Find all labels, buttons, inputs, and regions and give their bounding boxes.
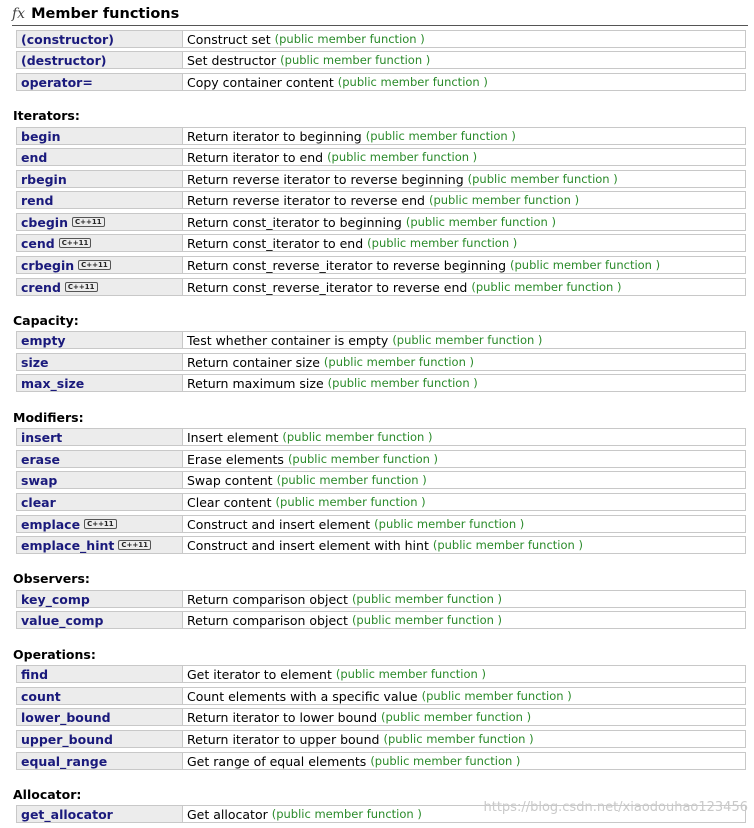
- section-heading: Modifiers:: [13, 410, 84, 425]
- description-text: Return iterator to beginning: [187, 128, 362, 144]
- member-kind-label: (public member function ): [405, 215, 556, 229]
- member-kind-label: (public member function ): [510, 258, 661, 272]
- function-name-cell: [17, 149, 183, 165]
- function-name-cell: [17, 591, 183, 607]
- description-cell: [183, 472, 427, 488]
- function-link[interactable]: empty: [21, 332, 66, 348]
- function-link[interactable]: find: [21, 666, 49, 682]
- description-cell: [183, 214, 556, 230]
- section-heading: Allocator:: [13, 787, 82, 802]
- description-cell: [183, 806, 422, 822]
- function-link[interactable]: (destructor): [21, 52, 107, 68]
- description-text: Set destructor: [187, 52, 277, 68]
- function-link[interactable]: swap: [21, 472, 58, 488]
- cpp11-badge-icon: C++11: [84, 519, 117, 529]
- member-kind-label: (public member function ): [335, 667, 486, 681]
- function-name-cell: [17, 666, 183, 682]
- description-cell: [183, 753, 520, 769]
- description-cell: [183, 354, 474, 370]
- function-link[interactable]: insert: [21, 429, 63, 445]
- table-row: [16, 51, 746, 69]
- title-divider: [12, 25, 748, 26]
- table-row: [16, 708, 746, 726]
- description-text: Return const_iterator to beginning: [187, 214, 402, 230]
- function-name-cell: [17, 688, 183, 704]
- description-cell: [183, 537, 583, 553]
- function-name-cell: [17, 709, 183, 725]
- description-text: Copy container content: [187, 74, 334, 90]
- description-text: Test whether container is empty: [187, 332, 389, 348]
- function-link[interactable]: lower_bound: [21, 709, 111, 725]
- member-kind-label: (public member function ): [421, 689, 572, 703]
- table-row: [16, 30, 746, 48]
- function-link[interactable]: max_size: [21, 375, 85, 391]
- description-text: Construct and insert element: [187, 516, 371, 532]
- function-name-cell: [17, 472, 183, 488]
- function-name-cell: [17, 451, 183, 467]
- function-link[interactable]: count: [21, 688, 61, 704]
- member-kind-label: (public member function ): [467, 172, 618, 186]
- function-link[interactable]: emplace: [21, 516, 81, 532]
- function-name-cell: [17, 753, 183, 769]
- table-row: [16, 191, 746, 209]
- function-name-cell: [17, 257, 183, 273]
- table-row: [16, 256, 746, 274]
- function-name-cell: [17, 279, 183, 295]
- function-name-cell: [17, 354, 183, 370]
- table-row: [16, 493, 746, 511]
- member-kind-label: (public member function ): [323, 355, 475, 369]
- description-cell: [183, 516, 524, 532]
- description-text: Swap content: [187, 472, 273, 488]
- function-link[interactable]: get_allocator: [21, 806, 113, 822]
- description-cell: [183, 149, 477, 165]
- description-text: Construct and insert element with hint: [187, 537, 429, 553]
- member-kind-label: (public member function ): [374, 517, 525, 531]
- description-cell: [183, 74, 488, 90]
- description-text: Return iterator to upper bound: [187, 731, 380, 747]
- function-name-cell: [17, 171, 183, 187]
- function-name-cell: [17, 235, 183, 251]
- description-cell: [183, 591, 502, 607]
- table-row: [16, 752, 746, 770]
- table-row: [16, 213, 746, 231]
- function-link[interactable]: crend: [21, 279, 61, 295]
- table-row: [16, 170, 746, 188]
- description-cell: [183, 52, 430, 68]
- description-text: Get iterator to element: [187, 666, 332, 682]
- description-text: Return const_reverse_iterator to reverse beginning: [187, 257, 507, 273]
- description-cell: [183, 451, 438, 467]
- member-kind-label: (public member function ): [280, 53, 431, 67]
- description-cell: [183, 494, 426, 510]
- member-kind-label: (public member function ): [327, 150, 478, 164]
- table-row: [16, 127, 746, 145]
- page-title: Member functions: [31, 6, 180, 22]
- section-title-row: [12, 4, 179, 24]
- description-text: Construct set: [187, 31, 271, 47]
- description-text: Erase elements: [187, 451, 284, 467]
- function-link[interactable]: operator=: [21, 74, 93, 90]
- section-heading: Iterators:: [13, 108, 80, 123]
- description-text: Return comparison object: [187, 591, 348, 607]
- description-cell: [183, 666, 486, 682]
- member-kind-label: (public member function ): [287, 452, 439, 466]
- function-link[interactable]: erase: [21, 451, 60, 467]
- function-link[interactable]: upper_bound: [21, 731, 113, 747]
- function-name-cell: [17, 494, 183, 510]
- function-name-cell: [17, 731, 183, 747]
- description-cell: [183, 192, 579, 208]
- description-cell: [183, 612, 502, 628]
- section-heading: Capacity:: [13, 313, 79, 328]
- function-link[interactable]: rbegin: [21, 171, 67, 187]
- table-row: [16, 450, 746, 468]
- table-row: [16, 536, 746, 554]
- description-text: Return maximum size: [187, 375, 324, 391]
- description-cell: [183, 279, 621, 295]
- description-cell: [183, 332, 542, 348]
- description-text: Get range of equal elements: [187, 753, 367, 769]
- description-cell: [183, 235, 517, 251]
- function-name-cell: [17, 192, 183, 208]
- member-kind-label: (public member function ): [367, 236, 518, 250]
- function-name-cell: [17, 74, 183, 90]
- table-row: [16, 234, 746, 252]
- member-kind-label: (public member function ): [351, 613, 503, 627]
- function-name-cell: [17, 429, 183, 445]
- description-cell: [183, 128, 516, 144]
- section-heading: Observers:: [13, 571, 90, 586]
- table-row: [16, 665, 746, 683]
- table-row: [16, 471, 746, 489]
- function-link[interactable]: begin: [21, 128, 61, 144]
- function-link[interactable]: size: [21, 354, 49, 370]
- function-link[interactable]: cend: [21, 235, 55, 251]
- function-link[interactable]: end: [21, 149, 48, 165]
- description-text: Return const_reverse_iterator to reverse end: [187, 279, 468, 295]
- function-name-cell: [17, 537, 183, 553]
- member-kind-label: (public member function ): [428, 193, 580, 207]
- table-row: [16, 687, 746, 705]
- description-cell: [183, 688, 572, 704]
- function-name-cell: [17, 375, 183, 391]
- description-text: Return comparison object: [187, 612, 348, 628]
- table-row: [16, 611, 746, 629]
- function-link[interactable]: rend: [21, 192, 54, 208]
- member-kind-label: (public member function ): [432, 538, 583, 552]
- cpp11-badge-icon: C++11: [65, 282, 98, 292]
- description-cell: [183, 31, 425, 47]
- member-kind-label: (public member function ): [351, 592, 503, 606]
- description-text: Return container size: [187, 354, 320, 370]
- table-row: [16, 353, 746, 371]
- description-cell: [183, 171, 618, 187]
- cpp11-badge-icon: C++11: [72, 217, 105, 227]
- description-text: Return iterator to lower bound: [187, 709, 378, 725]
- table-row: [16, 73, 746, 91]
- table-row: [16, 331, 746, 349]
- member-kind-label: (public member function ): [282, 430, 433, 444]
- description-cell: [183, 709, 531, 725]
- table-row: [16, 590, 746, 608]
- table-row: [16, 374, 746, 392]
- member-kind-label: (public member function ): [276, 473, 427, 487]
- member-kind-label: (public member function ): [327, 376, 478, 390]
- description-text: Return const_iterator to end: [187, 235, 364, 251]
- member-kind-label: (public member function ): [392, 333, 543, 347]
- description-cell: [183, 257, 660, 273]
- table-row: [16, 515, 746, 533]
- description-cell: [183, 731, 534, 747]
- member-kind-label: (public member function ): [275, 495, 426, 509]
- member-kind-label: (public member function ): [274, 32, 425, 46]
- function-name-cell: [17, 516, 183, 532]
- member-kind-label: (public member function ): [365, 129, 516, 143]
- table-row: [16, 148, 746, 166]
- function-name-cell: [17, 332, 183, 348]
- table-row: [16, 278, 746, 296]
- function-link[interactable]: key_comp: [21, 591, 90, 607]
- function-name-cell: [17, 214, 183, 230]
- table-row: [16, 730, 746, 748]
- cpp11-badge-icon: C++11: [78, 260, 111, 270]
- member-kind-label: (public member function ): [383, 732, 534, 746]
- function-link[interactable]: equal_range: [21, 753, 108, 769]
- table-row: [16, 428, 746, 446]
- description-text: Clear content: [187, 494, 272, 510]
- function-name-cell: [17, 52, 183, 68]
- function-link[interactable]: clear: [21, 494, 56, 510]
- member-kind-label: (public member function ): [471, 280, 622, 294]
- description-text: Return reverse iterator to reverse beginning: [187, 171, 464, 187]
- function-name-cell: [17, 31, 183, 47]
- function-link[interactable]: emplace_hint: [21, 537, 115, 553]
- function-link[interactable]: (constructor): [21, 31, 114, 47]
- function-name-cell: [17, 128, 183, 144]
- description-cell: [183, 375, 478, 391]
- section-heading: Operations:: [13, 647, 96, 662]
- cpp11-badge-icon: C++11: [118, 540, 151, 550]
- description-cell: [183, 429, 432, 445]
- description-text: Insert element: [187, 429, 279, 445]
- cpp11-badge-icon: C++11: [59, 238, 92, 248]
- member-kind-label: (public member function ): [271, 807, 422, 821]
- function-icon: fx: [12, 6, 26, 22]
- description-text: Return reverse iterator to reverse end: [187, 192, 425, 208]
- member-kind-label: (public member function ): [370, 754, 521, 768]
- member-kind-label: (public member function ): [337, 75, 488, 89]
- function-link[interactable]: value_comp: [21, 612, 104, 628]
- member-kind-label: (public member function ): [381, 710, 532, 724]
- description-text: Count elements with a specific value: [187, 688, 418, 704]
- watermark: https://blog.csdn.net/xiaodouhao123456: [483, 800, 748, 815]
- function-name-cell: [17, 612, 183, 628]
- function-name-cell: [17, 806, 183, 822]
- function-link[interactable]: cbegin: [21, 214, 68, 230]
- function-link[interactable]: crbegin: [21, 257, 75, 273]
- description-text: Return iterator to end: [187, 149, 324, 165]
- description-text: Get allocator: [187, 806, 268, 822]
